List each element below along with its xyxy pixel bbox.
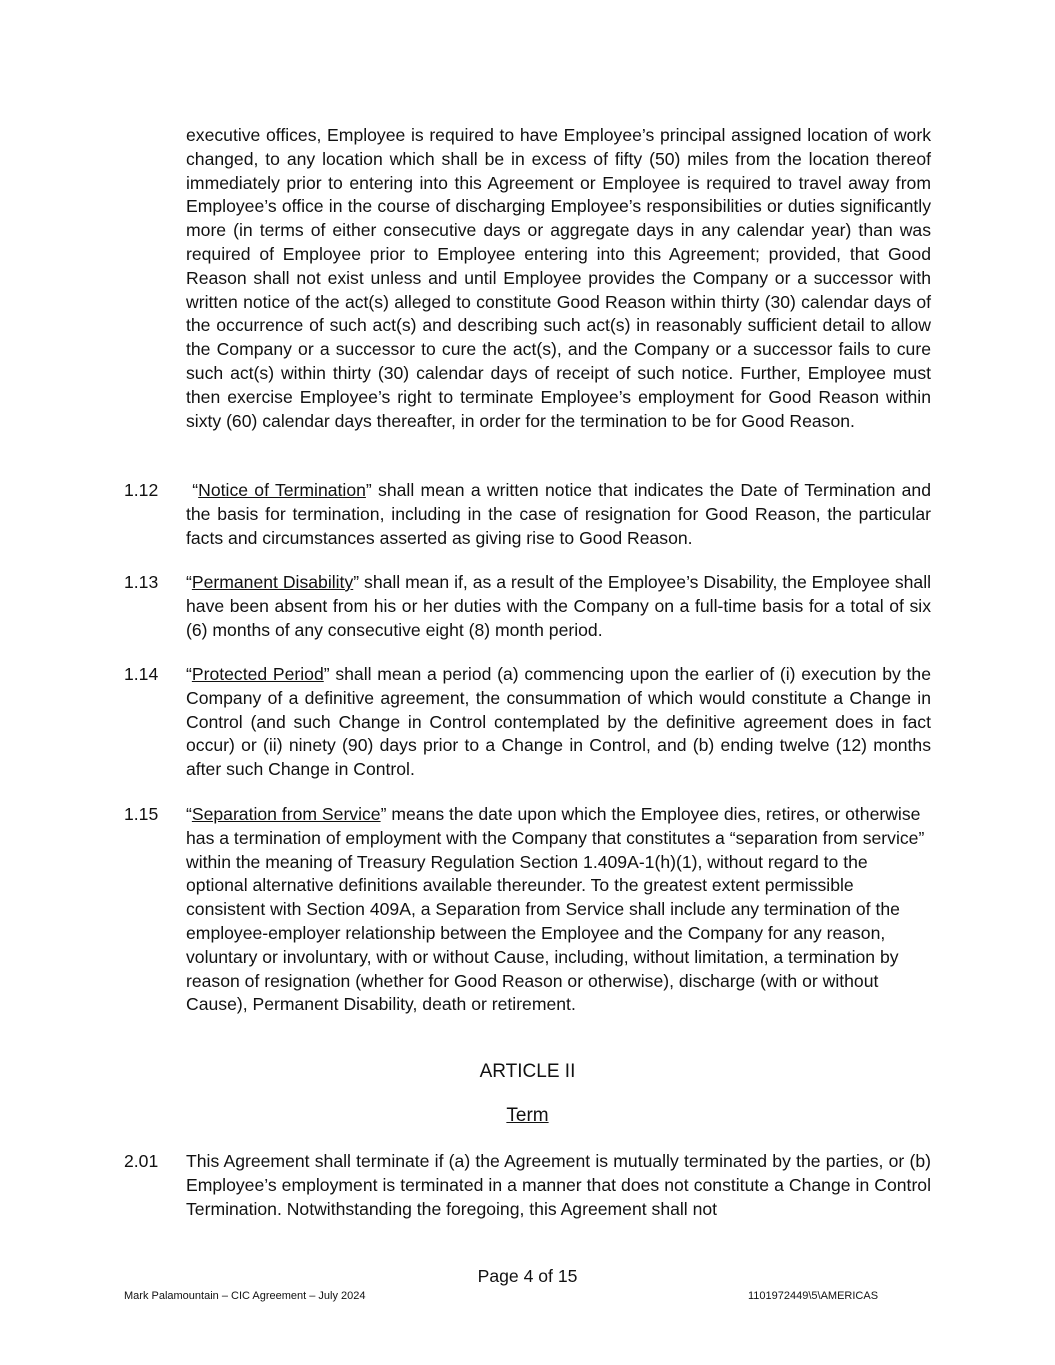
article-subtitle-term: Term	[506, 1105, 549, 1126]
defined-term-permanent-disability: Permanent Disability	[191, 572, 354, 592]
footer-document-title: Mark Palamountain – CIC Agreement – July 2024	[124, 1290, 366, 1302]
section-1-15-text	[186, 803, 931, 1017]
definition-text: ” shall mean a period (a) commencing upon the earlier of (i) execution by the Company of a definitive agreement, the consummation of which would constitute a Change in Control (and such Change in Control contemplated by the definitive agreement does in fact occur) or (ii) ninety (90) days prior to a Change in Control, and (b) ending twelve (12) months after such Change in Control.	[186, 664, 931, 780]
section-number-1-15: 1.15	[124, 804, 159, 824]
section-1-12-text	[186, 479, 931, 550]
section-1-14-text	[186, 663, 931, 782]
article-subheading	[0, 1105, 1055, 1127]
page-number: Page 4 of 15	[477, 1266, 578, 1286]
section-number-1-13: 1.13	[124, 572, 159, 592]
defined-term-notice-of-termination: Notice of Termination	[198, 480, 366, 500]
open-quote: “	[186, 664, 192, 684]
open-quote: “	[192, 480, 199, 500]
article-heading: ARTICLE II	[479, 1061, 576, 1082]
definition-text: ” means the date upon which the Employee dies, retires, or otherwise has a termination of employment with the Company that constitutes a “separation from service” within the meaning of Treasury Regulation Section 1.409A-1(h)(1), without regard to the optional alternative definitions available thereunder. To the greatest extent permissible consistent with Section 409A, a Separation from Service shall include any termination of the employee-employer relationship between the Employee and the Company for any reason, voluntary or involuntary, with or without Cause, including, without limitation, a termination by reason of resignation (whether for Good Reason or otherwise), discharge (with or without Cause), Permanent Disability, death or retirement.	[186, 804, 925, 1015]
section-2-01-text: This Agreement shall terminate if (a) the Agreement is mutually terminated by the parties, or (b) Employee’s employment is terminated in a manner that does not constitute a Change in Control Termination. Notwithstanding the foregoing, this Agreement shall not	[186, 1151, 931, 1219]
footer-document-id: 1101972449\5\AMERICAS	[748, 1290, 879, 1302]
open-quote: “	[186, 804, 192, 824]
good-reason-continuation: executive offices, Employee is required to have Employee’s principal assigned location of work changed, to any location which shall be in excess of fifty (50) miles from the location thereof immediately prior to entering into this Agreement or Employee is required to travel away from Employee’s office in the course of discharging Employee’s responsibilities or duties significantly more (in terms of either consecutive days or aggregate days in any calendar year) than was required of Employee prior to Employee entering into this Agreement; provided, that Good Reason shall not exist unless and until Employee provides the Company or a successor with written notice of the act(s) alleged to constitute Good Reason within thirty (30) calendar days of the occurrence of such act(s) and describing such act(s) in reasonably sufficient detail to allow the Company or a successor to cure the act(s), and the Company or a successor fails to cure such act(s) within thirty (30) calendar days of receipt of such notice. Further, Employee must then exercise Employee’s right to terminate Employee’s employment for Good Reason within sixty (60) calendar days thereafter, in order for the termination to be for Good Reason.	[186, 125, 931, 431]
defined-term-protected-period: Protected Period	[191, 664, 324, 684]
open-quote: “	[186, 572, 192, 592]
definition-text: ” shall mean if, as a result of the Employee’s Disability, the Employee shall have been absent from his or her duties with the Company on a full-time basis for a total of six (6) months of any consecutive eight (8) month period.	[186, 572, 932, 640]
section-number-2-01: 2.01	[124, 1151, 159, 1171]
section-number-1-12: 1.12	[124, 480, 159, 500]
section-1-13-text	[186, 571, 931, 642]
definition-text: ” shall mean a written notice that indicates the Date of Termination and the basis for termination, including in the case of resignation for Good Reason, the particular facts and circumstances asserted as giving rise to Good Reason.	[186, 480, 931, 548]
section-number-1-14: 1.14	[124, 664, 159, 684]
defined-term-separation-from-service: Separation from Service	[191, 804, 381, 824]
